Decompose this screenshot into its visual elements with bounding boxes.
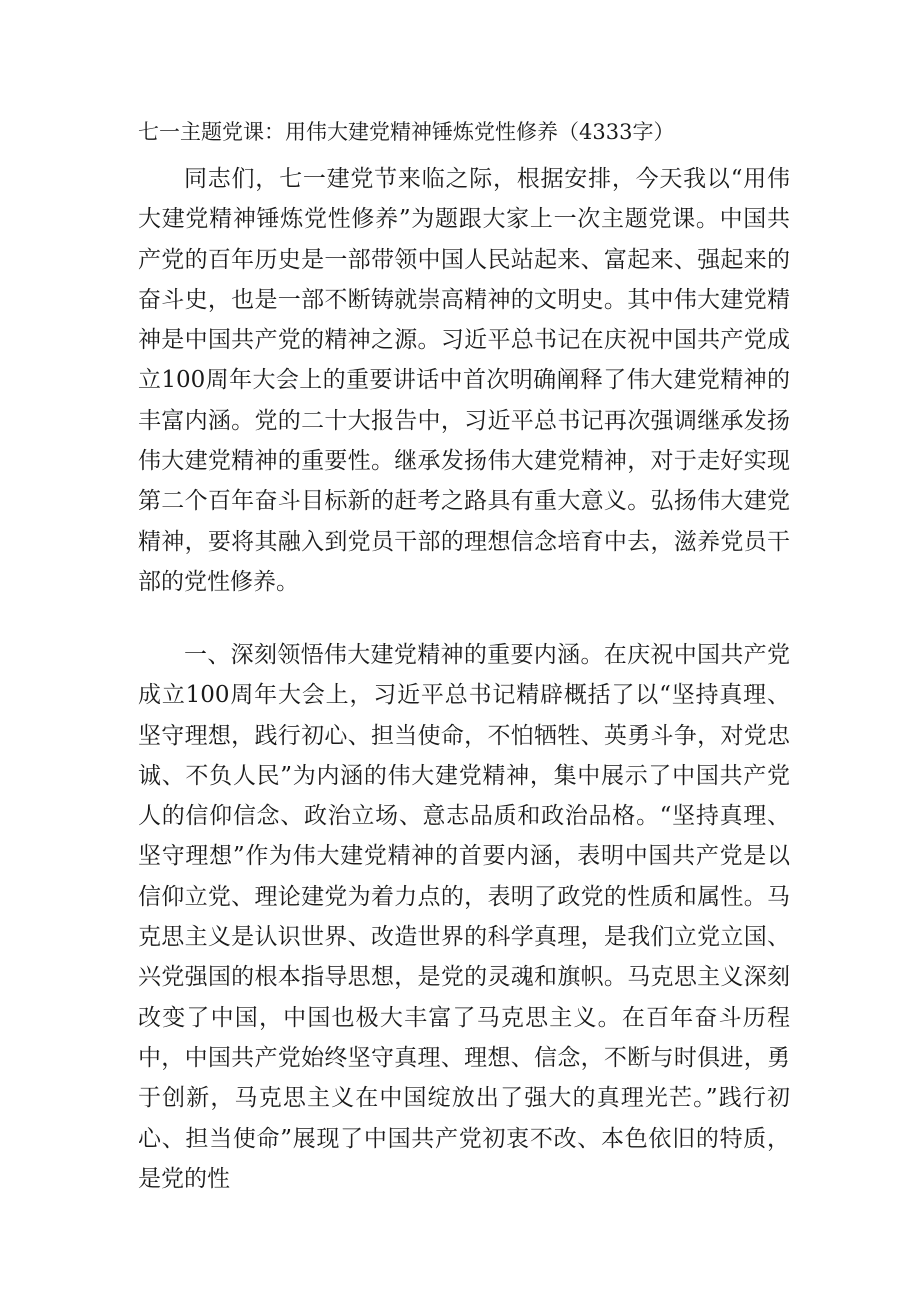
document-title: 七一主题党课：用伟大建党精神锤炼党性修养（4333字） (138, 120, 675, 144)
paragraph-section-one: 一、深刻领悟伟大建党精神的重要内涵。在庆祝中国共产党成立100周年大会上，习近平总书记精辟概括了以“坚持真理、坚守理想，践行初心、担当使命，不怕牺牲、英勇斗争，对党忠诚、不负人民”为内涵的伟大建党精神，集中展示了中国共产党人的信仰信念、政治立场、意志品质和政治品格。“坚持真理、坚守理想”作为伟大建党精神的首要内涵，表明中国共产党是以信仰立党、理论建党为着力点的，表明了政党的性质和属性。马克思主义是认识世界、改造世界的科学真理，是我们立党立国、兴党强国的根本指导思想，是党的灵魂和旗帜。马克思主义深刻改变了中国，中国也极大丰富了马克思主义。在百年奋斗历程中，中国共产党始终坚守真理、理想、信念，不断与时俱进，勇于创新，马克思主义在中国绽放出了强大的真理光芒。”践行初心、担当使命”展现了中国共产党初衷不改、本色依旧的特质，是党的性 (138, 642, 790, 1192)
paragraph-intro: 同志们，七一建党节来临之际，根据安排，今天我以“用伟大建党精神锤炼党性修养”为题跟大家上一次主题党课。中国共产党的百年历史是一部带领中国人民站起来、富起来、强起来的奋斗史，也是一部不断铸就崇高精神的文明史。其中伟大建党精神是中国共产党的精神之源。习近平总书记在庆祝中国共产党成立100周年大会上的重要讲话中首次明确阐释了伟大建党精神的丰富内涵。党的二十大报告中，习近平总书记再次强调继承发扬伟大建党精神的重要性。继承发扬伟大建党精神，对于走好实现第二个百年奋斗目标新的赶考之路具有重大意义。弘扬伟大建党精神，要将其融入到党员干部的理想信念培育中去，滋养党员干部的党性修养。 (138, 166, 790, 595)
